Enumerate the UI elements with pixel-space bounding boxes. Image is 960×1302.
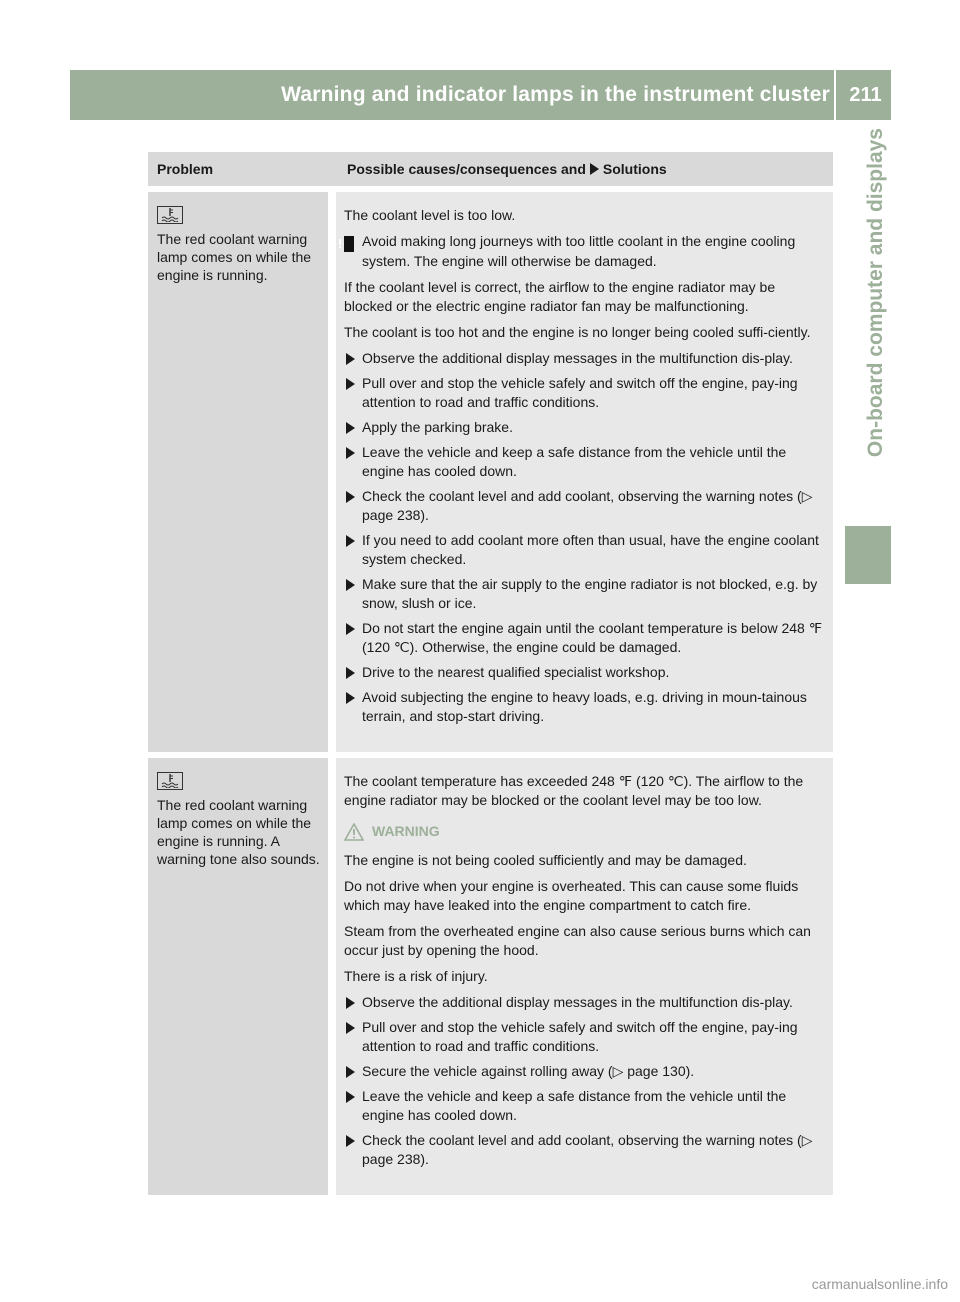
paragraph: If the coolant level is correct, the airflow to the engine radiator may be blocked or the electric engine radiator fan may be malfunctioning. [344,279,776,314]
warning-triangle-icon [344,823,364,841]
side-tab-label: On-board computer and displays [864,128,887,458]
warning-label: WARNING [372,823,440,839]
action-step-text: If you need to add coolant more often than usual, have the engine coolant system checked. [362,532,819,567]
action-step-text: Pull over and stop the vehicle safely and switch off the engine, pay-ing attention to road and traffic conditions. [362,375,798,410]
arrow-right-icon [346,447,355,459]
action-step-text: Leave the vehicle and keep a safe distance from the vehicle until the engine has cooled down. [362,444,787,479]
action-step-text: Observe the additional display messages in the multifunction dis-play. [362,994,793,1010]
action-step-text: Leave the vehicle and keep a safe distance from the vehicle until the engine has cooled down. [362,1088,787,1123]
action-step [344,993,825,1012]
arrow-right-icon [346,623,355,635]
action-step [344,1018,825,1056]
solution-cell [328,192,833,752]
page-number: 211 [849,84,882,106]
arrow-right-icon [346,1066,355,1078]
action-step-text: Avoid subjecting the engine to heavy loads, e.g. driving in moun-tainous terrain, and stop-start driving. [362,689,807,724]
action-step [344,1087,825,1125]
solution-cell [328,758,833,1195]
table-row [148,758,833,1195]
action-step [344,418,825,437]
header-separator [834,70,836,120]
action-step [344,349,825,368]
problem-text: The red coolant warning lamp comes on while the engine is running. A warning tone also sounds. [157,797,320,867]
column-header-solutions [337,152,833,186]
paragraph: Do not drive when your engine is overheated. This can cause some fluids which may have leaked into the engine compartment to catch fire. [344,878,799,913]
arrow-right-icon [346,353,355,365]
action-step-text: Check the coolant level and add coolant, observing the warning notes (▷ page 238). [362,1132,813,1167]
arrow-right-icon [346,692,355,704]
arrow-right-icon [346,535,355,547]
arrow-right-icon [346,491,355,503]
arrow-right-icon [590,163,599,175]
problem-cell [148,192,328,752]
coolant-temperature-icon [157,772,183,790]
action-step [344,663,825,682]
arrow-right-icon [346,1022,355,1034]
column-header-solutions-pre: Possible causes/consequences and [347,161,586,177]
action-step [344,1131,825,1169]
action-step [344,688,825,726]
page-header [70,70,891,120]
action-step [344,374,825,412]
problem-text: The red coolant warning lamp comes on while the engine is running. [157,231,312,283]
action-step [344,443,825,481]
caution-note [337,232,825,271]
action-step-text: Observe the additional display messages in the multifunction dis-play. [362,350,793,366]
coolant-temperature-icon [157,206,183,224]
warning-heading [344,822,825,841]
table-row [148,192,833,752]
arrow-right-icon [346,1091,355,1103]
action-step-text: Do not start the engine again until the coolant temperature is below 248 ℉ (120 ℃). Otherwise, the engine could be damaged. [362,620,823,655]
arrow-right-icon [346,579,355,591]
table-header [148,152,833,186]
action-step [344,1062,825,1081]
action-step-text: Check the coolant level and add coolant, observing the warning notes (▷ page 238). [362,488,813,523]
problem-solution-table [148,152,833,1195]
page-title: Warning and indicator lamps in the instrument cluster [281,83,830,106]
action-step-text: Make sure that the air supply to the engine radiator is not blocked, e.g. by snow, slush or ice. [362,576,818,611]
paragraph: There is a risk of injury. [344,968,488,984]
column-header-solutions-post: Solutions [602,161,667,177]
cause-text: The coolant level is too low. [344,207,516,223]
action-step-text: Drive to the nearest qualified specialist workshop. [362,664,670,680]
caution-icon: ! [344,236,354,252]
column-header-problem: Problem [157,161,214,177]
arrow-right-icon [346,378,355,390]
action-step [344,487,825,525]
problem-cell [148,758,328,1195]
paragraph: The engine is not being cooled sufficiently and may be damaged. [344,852,747,868]
cause-text: The coolant temperature has exceeded 248 ℉ (120 ℃). The airflow to the engine radiator may be blocked or the coolant level may be too low. [344,773,804,808]
arrow-right-icon [346,997,355,1009]
arrow-right-icon [346,667,355,679]
side-tab-marker [845,526,891,584]
action-step-text: Pull over and stop the vehicle safely and switch off the engine, pay-ing attention to road and traffic conditions. [362,1019,798,1054]
action-step [344,619,825,657]
footer-watermark: carmanualsonline.info [811,1276,948,1292]
arrow-right-icon [346,1135,355,1147]
arrow-right-icon [346,422,355,434]
action-step-text: Apply the parking brake. [362,419,513,435]
paragraph: The coolant is too hot and the engine is no longer being cooled suffi-ciently. [344,324,811,340]
action-step [344,531,825,569]
caution-text: Avoid making long journeys with too little coolant in the engine cooling system. The engine will otherwise be damaged. [362,233,796,269]
action-step-text: Secure the vehicle against rolling away (▷ page 130). [362,1063,695,1079]
action-step [344,575,825,613]
paragraph: Steam from the overheated engine can also cause serious burns which can occur just by opening the hood. [344,923,811,958]
